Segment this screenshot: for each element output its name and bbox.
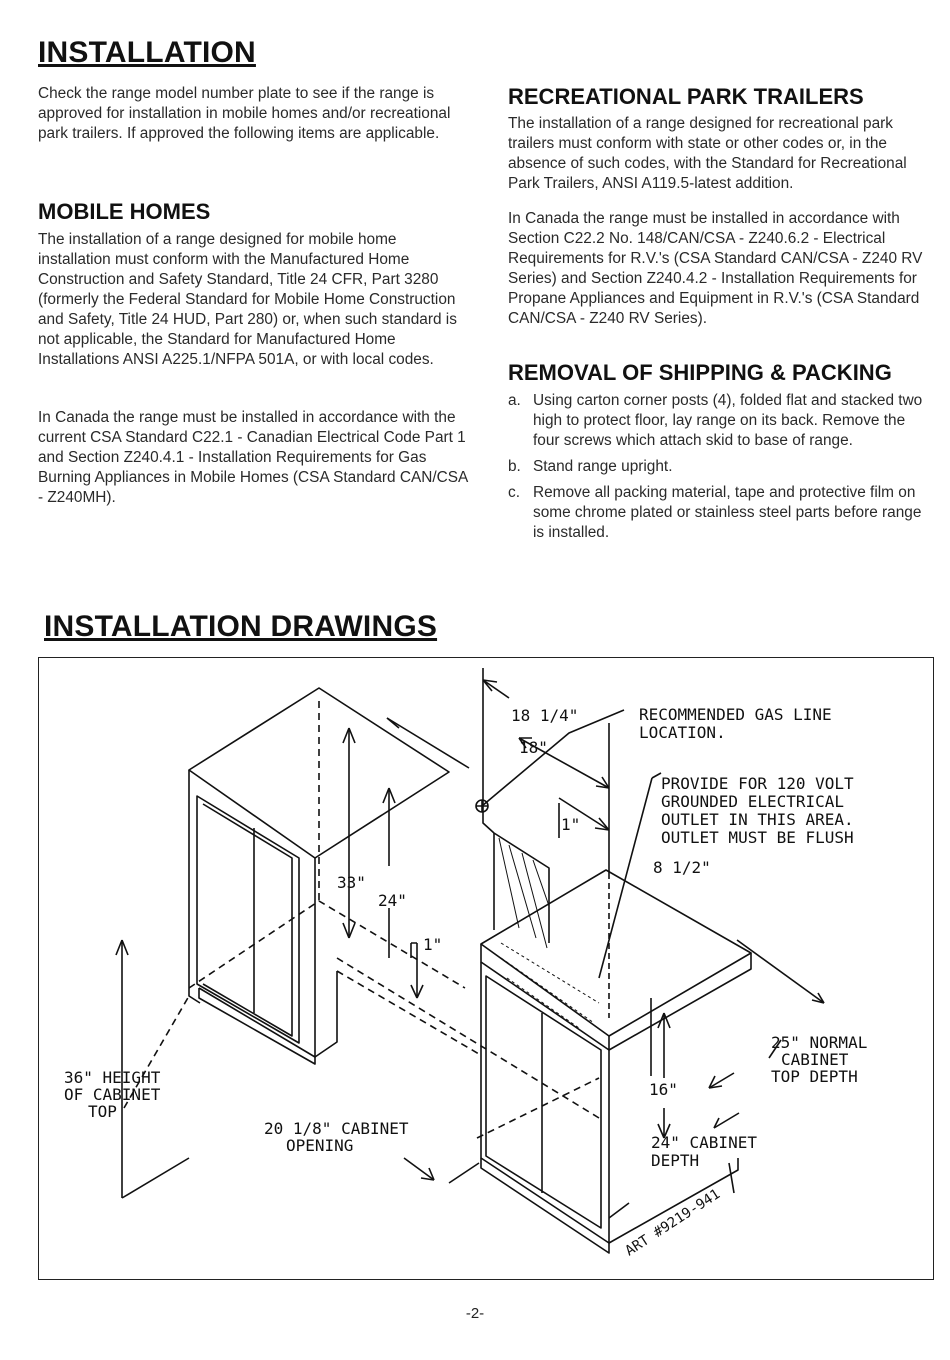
dim-1-top-label: 1" [561, 815, 581, 834]
opening-label-2: OPENING [286, 1136, 354, 1155]
installation-title: INSTALLATION [38, 36, 256, 69]
dim-1-label: 1" [423, 935, 443, 954]
depth-25-label-3: TOP DEPTH [771, 1067, 858, 1086]
outlet-label-3: OUTLET IN THIS AREA. [661, 810, 854, 829]
rv-heading: RECREATIONAL PARK TRAILERS [508, 84, 864, 109]
removal-steps-list [508, 391, 933, 549]
mobile-homes-heading: MOBILE HOMES [38, 199, 211, 224]
depth-24-label-1: 24" CABINET [651, 1133, 757, 1152]
list-item [508, 391, 933, 451]
rv-paragraph-2: In Canada the range must be installed in accordance with Section C22.2 No. 148/CAN/CSA - Z240.6.2 - Electrical Requirements for R.V.'s (CSA Standard CAN/CSA - Z240 RV Series) and Section Z240.4.2 - Installation Requirements for Propane Appliances and Equipment in R.V.'s (CSA Standard CAN/CSA - Z240 RV Series). [508, 210, 923, 327]
drawings-title: INSTALLATION DRAWINGS [44, 610, 438, 643]
list-marker: b. [508, 458, 521, 475]
height-label-3: TOP [88, 1102, 117, 1121]
list-marker: c. [508, 484, 520, 501]
page-number: -2- [465, 1305, 485, 1322]
depth-25-label-1: 25" NORMAL [771, 1033, 868, 1052]
art-number-label: ART #9219-941 [622, 1186, 724, 1260]
installation-drawing [38, 657, 934, 1280]
list-marker: a. [508, 392, 521, 409]
opening-label-1: 20 1/8" CABINET [264, 1119, 409, 1138]
mobile-homes-paragraph-1: The installation of a range designed for mobile home installation must conform with the Manufactured Home Construction and Safety Standard, Title 24 CFR, Part 3280 (formerly the Federal Standard for Mobile Home Construction and Safety, Title 24 HUD, Part 280) or, when such standard is not applicable, the Standard for Manufactured Home Installations ANSI A225.1/NFPA 501A, or with local codes. [38, 231, 457, 368]
dim-18-1-4-label: 18 1/4" [511, 706, 579, 725]
list-item-text: Stand range upright. [533, 458, 673, 475]
rv-paragraph-1: The installation of a range designed for recreational park trailers must conform with state or other codes or, in the absence of such codes, with the Standard for Recreational Park Trailers, ANSI A119.5-latest addition. [508, 115, 907, 192]
gas-line-label-1: RECOMMENDED GAS LINE [639, 705, 832, 724]
outlet-label-1: PROVIDE FOR 120 VOLT [661, 774, 854, 793]
dim-24-label: 24" [378, 891, 407, 910]
list-item [508, 483, 933, 543]
dim-16-label: 16" [649, 1080, 678, 1099]
height-label-1: 36" HEIGHT [64, 1068, 161, 1087]
installation-intro: Check the range model number plate to see if the range is approved for installation in mobile homes and/or recreational park trailers. If approved the following items are applicable. [38, 85, 451, 142]
removal-heading: REMOVAL OF SHIPPING & PACKING [508, 360, 892, 385]
depth-25-label-2: CABINET [781, 1050, 849, 1069]
dim-18-label: 18" [519, 738, 548, 757]
drawing-labels [64, 705, 867, 1259]
cabinet-diagram [39, 658, 935, 1281]
list-item-text: Using carton corner posts (4), folded flat and stacked two high to protect floor, lay range on its back. Remove the four screws which attach skid to base of range. [533, 392, 923, 449]
depth-24-label-2: DEPTH [651, 1151, 700, 1170]
mobile-homes-paragraph-2: In Canada the range must be installed in accordance with the current CSA Standard C22.1 - Canadian Electrical Code Part 1 and Section Z240.4.1 - Installation Requirements for Gas Burning Appliances in Mobile Homes (CSA Standard CAN/CSA - Z240MH). [38, 409, 468, 506]
list-item-text: Remove all packing material, tape and protective film on some chrome plated or stainless steel parts before range is installed. [533, 484, 922, 541]
list-item [508, 457, 933, 477]
outlet-label-4: OUTLET MUST BE FLUSH [661, 828, 854, 847]
height-label-2: OF CABINET [64, 1085, 161, 1104]
dim-8-1-2-label: 8 1/2" [653, 858, 711, 877]
outlet-label-2: GROUNDED ELECTRICAL [661, 792, 845, 811]
cabinet-lines [116, 668, 824, 1253]
gas-line-label-2: LOCATION. [639, 723, 726, 742]
dim-33-label: 33" [337, 873, 366, 892]
